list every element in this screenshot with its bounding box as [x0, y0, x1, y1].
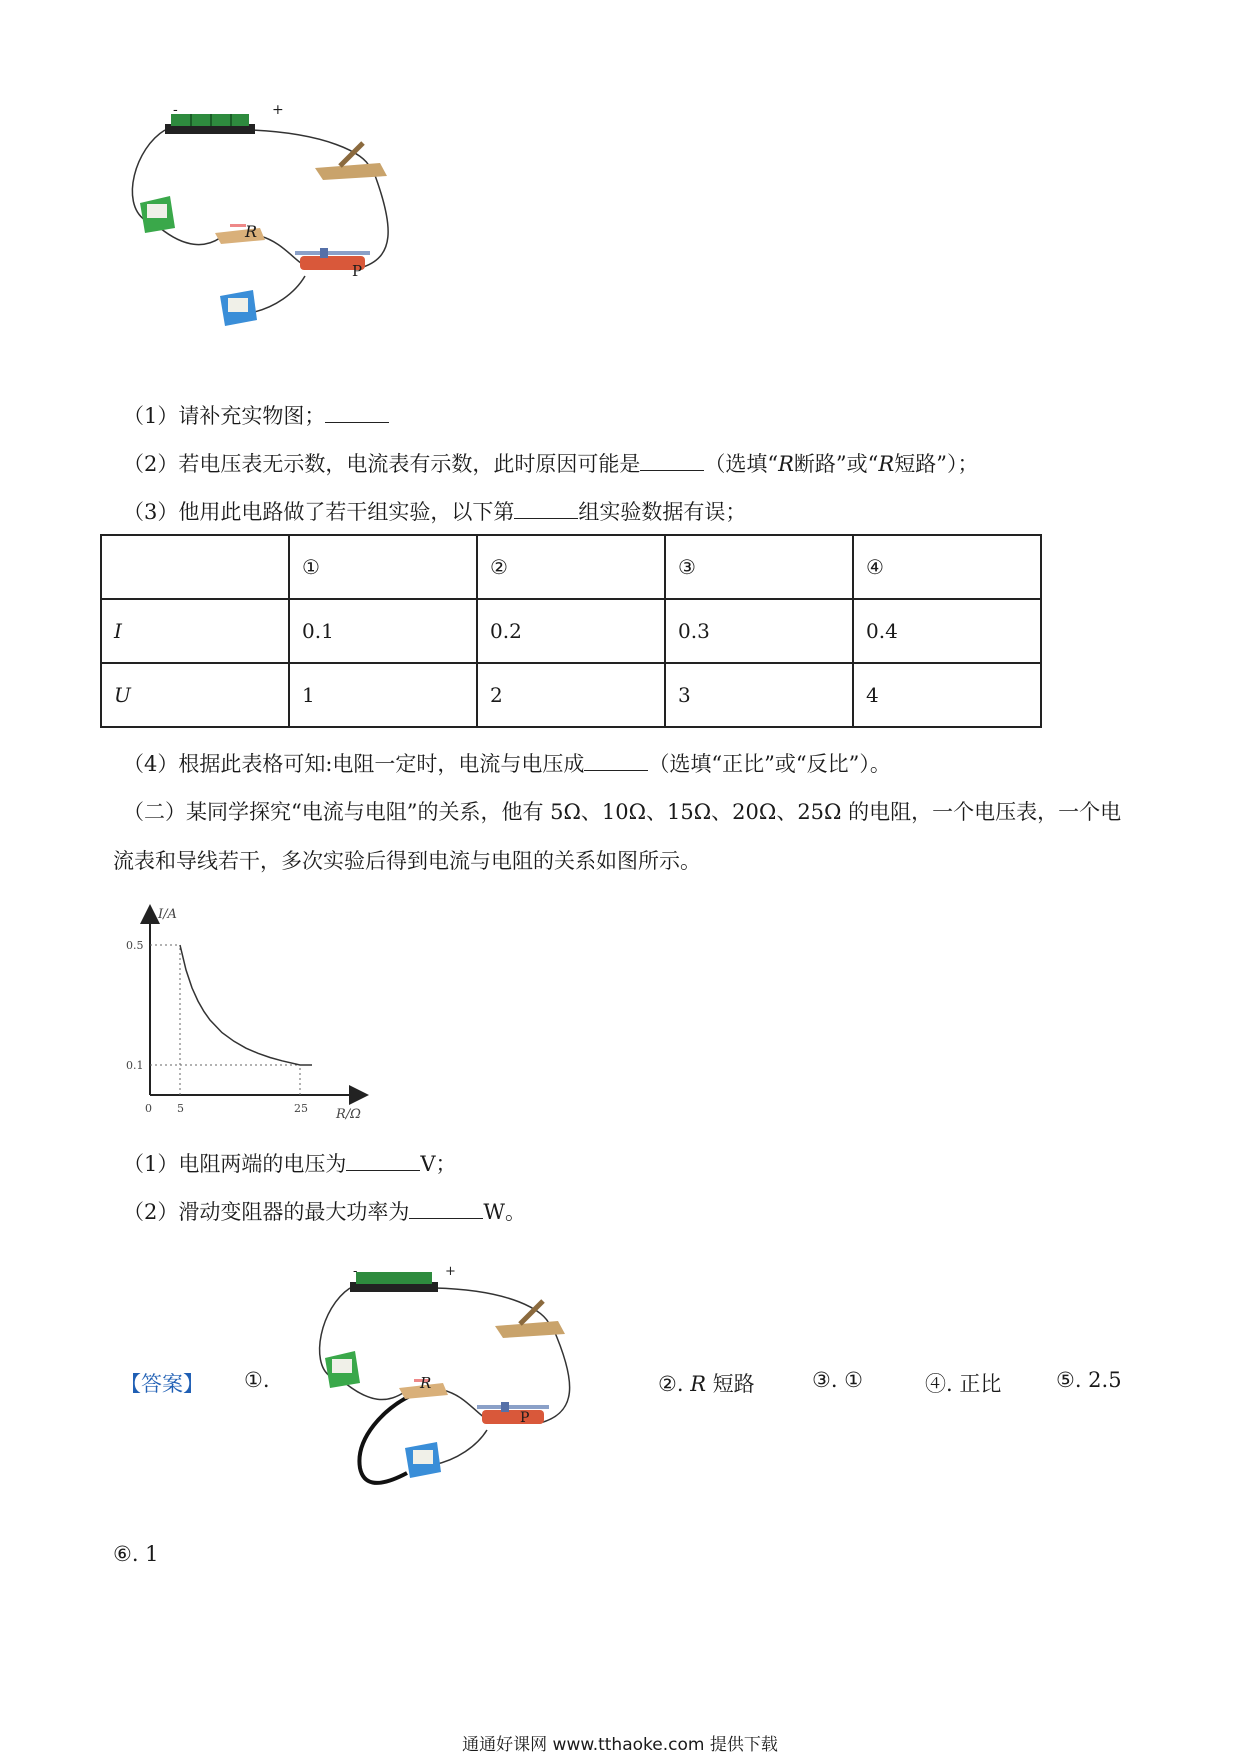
- var-r: R: [778, 452, 794, 476]
- question-4-text: （4）根据此表格可知:电阻一定时，电流与电压成: [123, 752, 585, 776]
- answer-label: 【答案】: [120, 1372, 204, 1396]
- answer-2: [658, 1368, 755, 1398]
- data-series-line: [180, 945, 312, 1065]
- var-r: R: [690, 1372, 706, 1396]
- answer-2-text: 短路: [706, 1372, 755, 1396]
- circuit-r-label: R: [245, 222, 258, 241]
- answer-4: ④. 正比: [925, 1372, 1002, 1396]
- answer-blank-4: [584, 769, 648, 771]
- answer-circuit-p-label: P: [520, 1410, 530, 1426]
- data-table: [100, 534, 1042, 728]
- circuit-plus-label: +: [272, 102, 284, 118]
- y-tick-label: 0.5: [126, 939, 144, 952]
- answer-6: ⑥. 1: [113, 1542, 159, 1566]
- part2-question-1: [123, 1148, 457, 1178]
- answer-circuit-plus-label: +: [445, 1264, 456, 1279]
- table-row: [101, 663, 1041, 727]
- part2-question-2-unit: W。: [483, 1200, 526, 1224]
- answer-blank-2: [640, 469, 704, 471]
- table-cell: ③: [665, 535, 853, 599]
- table-cell: 0.2: [477, 599, 665, 663]
- added-wire: [359, 1396, 410, 1483]
- table-cell: 3: [665, 663, 853, 727]
- part2-line-2: 流表和导线若干，多次实验后得到电流与电阻的关系如图所示。: [113, 849, 701, 873]
- part2-question-2-text: （2）滑动变阻器的最大功率为: [123, 1200, 410, 1224]
- answer-circuit-diagram: [315, 1268, 615, 1503]
- part2-question-2: [123, 1196, 526, 1226]
- table-cell: 4: [853, 663, 1041, 727]
- question-4-suffix: （选填“正比”或“反比”）。: [648, 752, 891, 776]
- y-axis-label: I/A: [158, 907, 177, 922]
- answer-blank-3: [514, 517, 578, 519]
- question-1: [123, 400, 389, 430]
- table-row-label: I: [101, 599, 289, 663]
- question-2-text: （2）若电压表无示数，电流表有示数，此时原因可能是: [123, 452, 641, 476]
- table-cell: [101, 535, 289, 599]
- answer-5: ⑤. 2.5: [1056, 1368, 1122, 1392]
- table-cell: 1: [289, 663, 477, 727]
- table-cell: 0.4: [853, 599, 1041, 663]
- current-resistance-chart: [110, 900, 380, 1130]
- answer-2-number: ②.: [658, 1372, 691, 1396]
- table-cell: 0.3: [665, 599, 853, 663]
- table-cell: 2: [477, 663, 665, 727]
- y-tick-label: 0.1: [126, 1059, 144, 1072]
- question-2-option-mid: 断路”或“: [793, 452, 879, 476]
- answer-3: ③. ①: [812, 1368, 864, 1392]
- part2-question-1-unit: V；: [420, 1152, 457, 1176]
- answer-blank-5: [346, 1169, 420, 1171]
- table-row-label: U: [101, 663, 289, 727]
- circuit-p-label: P: [352, 262, 363, 280]
- table-cell: ④: [853, 535, 1041, 599]
- question-3: [123, 496, 746, 526]
- table-cell: 0.1: [289, 599, 477, 663]
- question-3-text: （3）他用此电路做了若干组实验，以下第: [123, 500, 515, 524]
- var-r: R: [878, 452, 895, 476]
- answer-blank-1: [325, 421, 389, 423]
- answer-1: ①.: [244, 1368, 270, 1392]
- question-2-option-prefix: （选填“: [704, 452, 779, 476]
- table-cell: ①: [289, 535, 477, 599]
- answer-circuit-minus-label: -: [353, 1264, 358, 1279]
- part2-question-1-text: （1）电阻两端的电压为: [123, 1152, 347, 1176]
- table-cell: ②: [477, 535, 665, 599]
- x-tick-label: 5: [177, 1102, 184, 1115]
- answer-circuit-r-label: R: [420, 1374, 432, 1392]
- question-4: [123, 748, 891, 778]
- question-2: [123, 448, 978, 478]
- table-header-row: [101, 535, 1041, 599]
- circuit-diagram: [125, 108, 435, 358]
- part2-line-1: （二）某同学探究“电流与电阻”的关系，他有 5Ω、10Ω、15Ω、20Ω、25Ω 的电阻，一个电压表，一个电: [123, 800, 1122, 824]
- table-row: [101, 599, 1041, 663]
- question-3-suffix: 组实验数据有误；: [578, 500, 747, 524]
- x-tick-label: 25: [294, 1102, 308, 1115]
- circuit-minus-label: -: [173, 102, 178, 118]
- x-axis-label: R/Ω: [336, 1107, 361, 1122]
- question-2-option-suffix: 短路”）；: [894, 452, 979, 476]
- x-tick-label: 0: [145, 1102, 152, 1115]
- question-1-text: （1）请补充实物图；: [123, 404, 326, 428]
- page-footer: 通通好课网 www.tthaoke.com 提供下载: [462, 1735, 778, 1755]
- answer-blank-6: [409, 1217, 483, 1219]
